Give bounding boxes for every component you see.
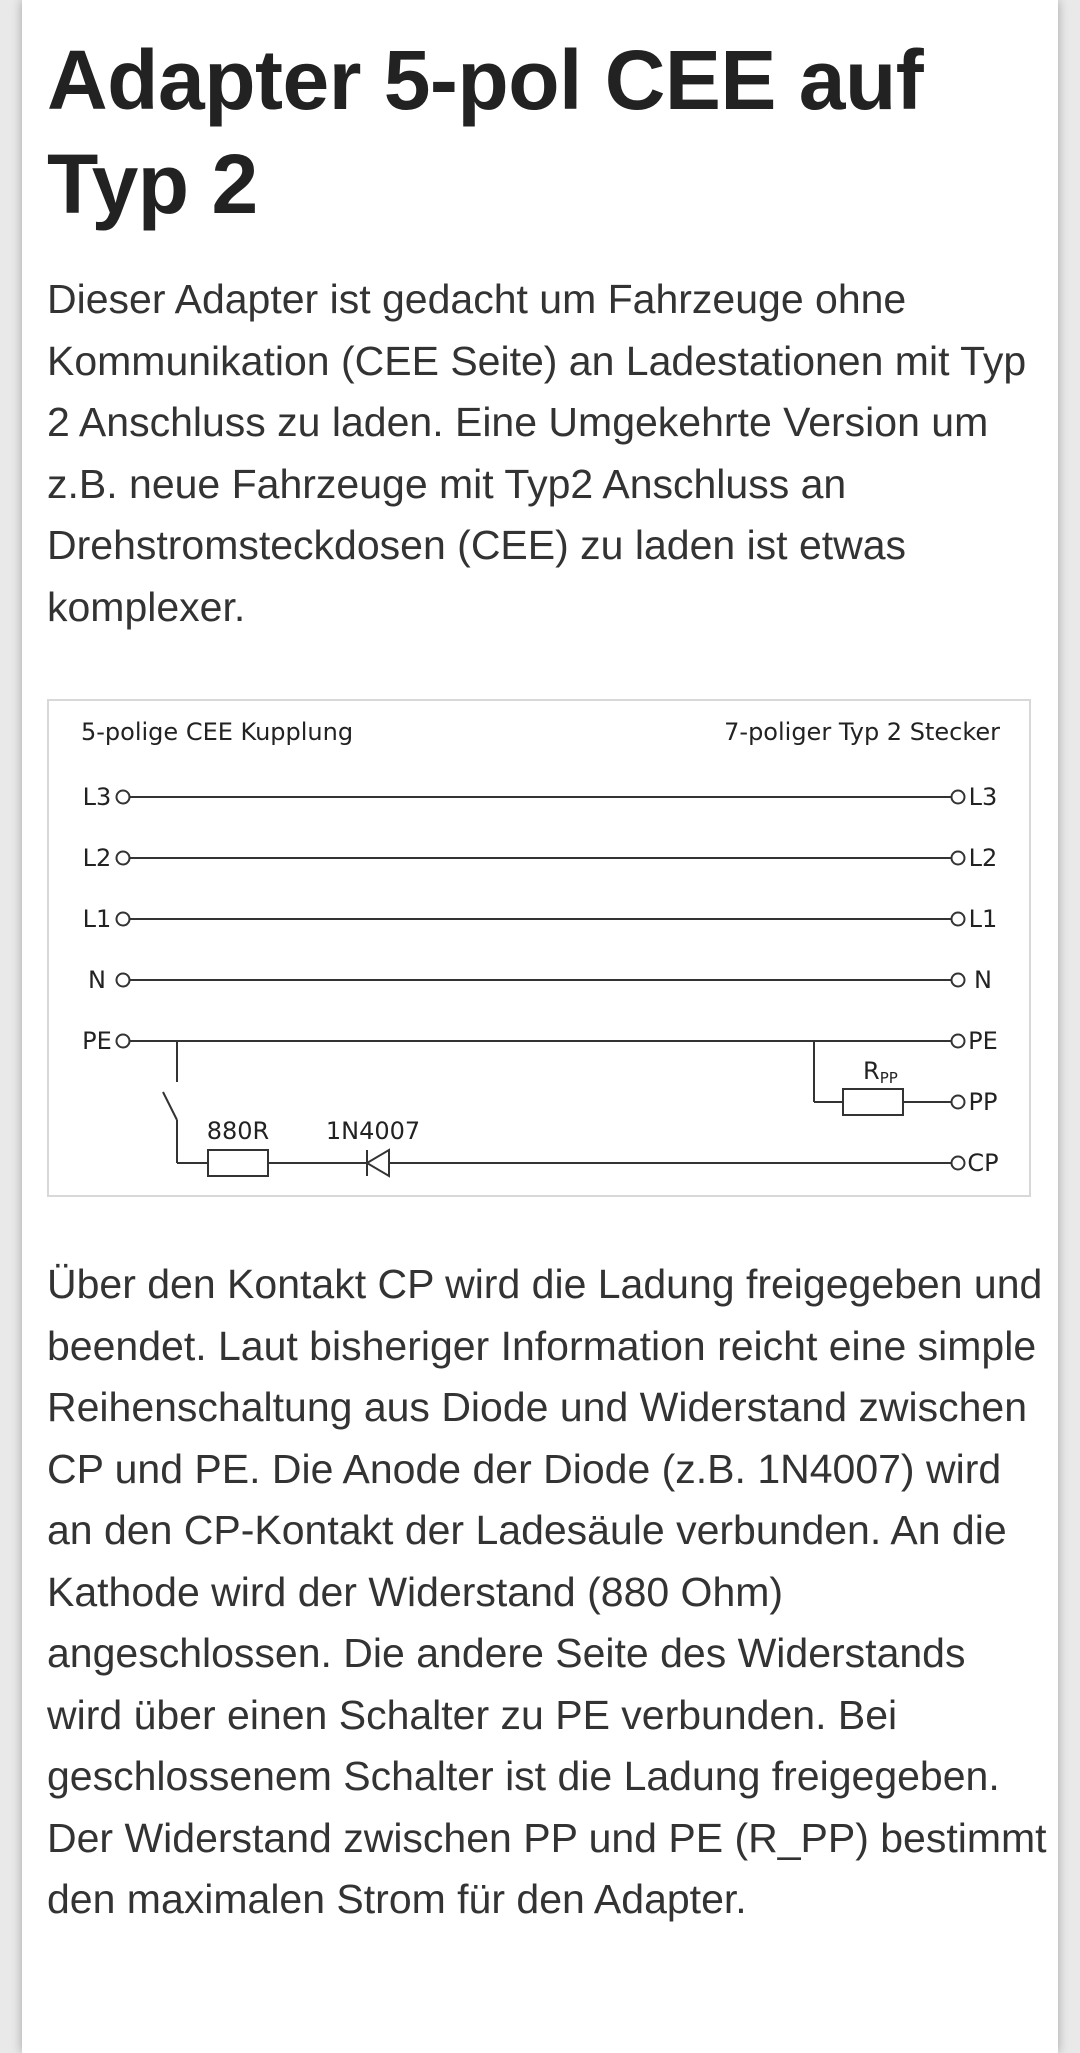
terminal-right-l2 [952, 852, 965, 865]
detail-paragraph: Über den Kontakt CP wird die Ladung freigegeben und beendet. Laut bisheriger Information reicht eine simple Reihenschaltung aus Diode und Widerstand zwischen CP und PE. Die Anode der Diode (z.B. 1N4007) wird an den CP-Kontakt der Ladesäule verbunden. An die Kathode wird der Widerstand (880 Ohm) angeschlossen. Die andere Seite des Widerstands wird über einen Schalter zu PE verbunden. Bei geschlossenem Schalter ist die Ladung freigegeben. Der Widerstand zwischen PP und PE (R_PP) bestimmt den maximalen Strom für den Adapter. [47, 1261, 1047, 1922]
terminal-right-pp [952, 1096, 965, 1109]
resistor-label: 880R [206, 1117, 270, 1145]
left-pin-label: L1 [82, 905, 112, 933]
terminal-left-pe [117, 1035, 130, 1048]
left-pin-label: L2 [82, 844, 112, 872]
rpp-label: RPP [863, 1057, 898, 1087]
left-pin-label: L3 [82, 783, 112, 811]
diode-symbol [367, 1150, 389, 1176]
diode-label: 1N4007 [325, 1117, 421, 1145]
terminal-right-pe [952, 1035, 965, 1048]
terminal-left-n [117, 974, 130, 987]
wiring-diagram [47, 699, 1031, 1197]
switch-symbol [163, 1092, 177, 1120]
right-pin-label: L2 [968, 844, 998, 872]
terminal-left-l3 [117, 791, 130, 804]
right-pin-label: L1 [968, 905, 998, 933]
resistor-880r [208, 1150, 268, 1176]
terminal-right-cp [952, 1157, 965, 1170]
diagram-left-title: 5-polige CEE Kupplung [81, 718, 354, 746]
right-pin-label: PP [968, 1088, 998, 1116]
right-pin-label: PE [968, 1027, 998, 1055]
right-pin-label: CP [967, 1149, 999, 1177]
resistor-rpp [843, 1089, 903, 1115]
terminal-right-l1 [952, 913, 965, 926]
right-pin-label: L3 [968, 783, 998, 811]
right-pin-label: N [974, 966, 992, 994]
left-pin-label: PE [82, 1027, 112, 1055]
page [22, 0, 1058, 2053]
diagram-right-title: 7-poliger Typ 2 Stecker [724, 718, 1000, 746]
intro-paragraph: Dieser Adapter ist gedacht um Fahrzeuge ohne Kommunikation (CEE Seite) an Ladestationen mit Typ 2 Anschluss zu laden. Eine Umgekehrte Version um z.B. neue Fahrzeuge mit Typ2 Anschluss an Drehstromsteckdosen (CEE) zu laden ist etwas komplexer. [47, 276, 1027, 630]
terminal-right-n [952, 974, 965, 987]
terminal-right-l3 [952, 791, 965, 804]
article-content [47, 0, 1047, 1931]
left-pin-label: N [88, 966, 106, 994]
wiring-diagram-svg [49, 701, 1033, 1199]
terminal-left-l1 [117, 913, 130, 926]
terminal-left-l2 [117, 852, 130, 865]
article-title: Adapter 5-pol CEE auf Typ 2 [47, 33, 924, 231]
